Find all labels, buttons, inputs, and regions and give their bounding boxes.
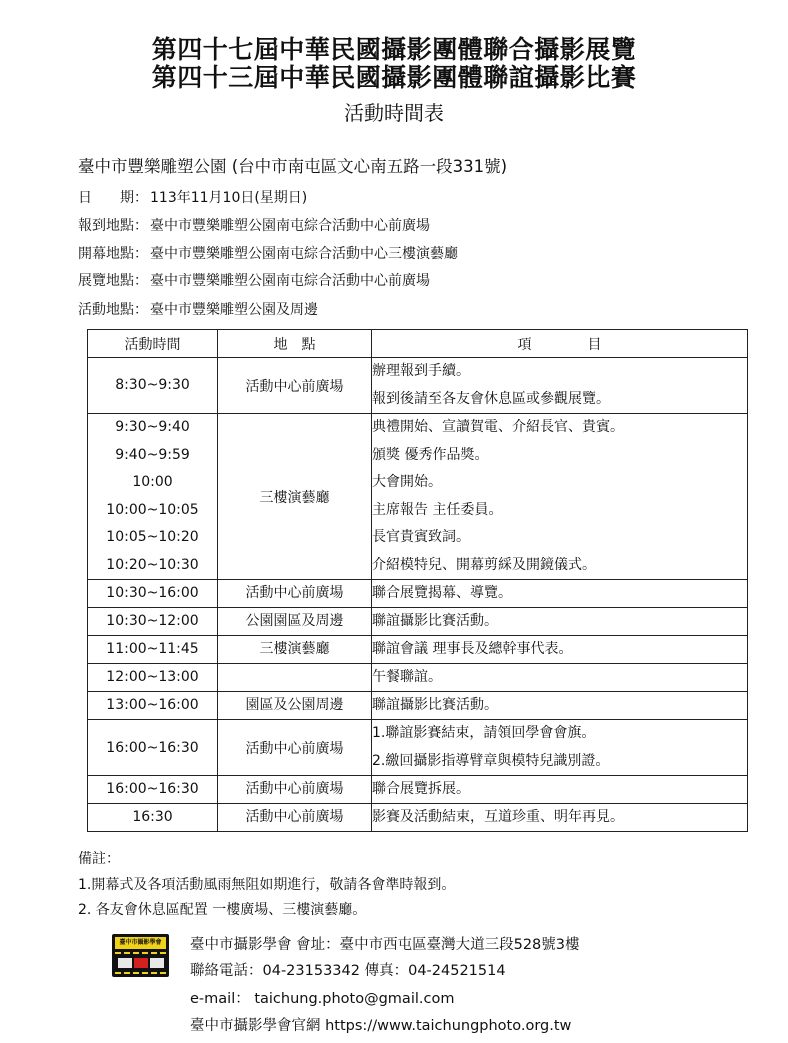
items-cell: 聯誼攝影比賽活動。: [372, 692, 748, 720]
contact-email[interactable]: e-mail： taichung.photo@gmail.com: [190, 991, 455, 1007]
time-text: 8:30~9:30: [115, 377, 190, 393]
location-cell: 公園園區及周邊: [218, 608, 372, 636]
time-text: 10:00: [132, 474, 173, 490]
table-header-row: [88, 330, 748, 358]
schedule-table: [87, 329, 748, 832]
item-text: 主席報告 主任委員。: [372, 501, 503, 518]
society-logo-icon: [112, 934, 169, 977]
location-cell: 活動中心前廣場: [218, 580, 372, 608]
info-label: 報到地點：: [78, 218, 148, 234]
time-text: 9:30~9:40: [115, 419, 190, 435]
location-cell: 活動中心前廣場: [218, 720, 372, 776]
info-label: 活動地點：: [78, 302, 148, 318]
location-cell: 活動中心前廣場: [218, 358, 372, 414]
location-cell: 園區及公園周邊: [218, 692, 372, 720]
table-row: [88, 776, 748, 804]
time-cell: 16:00~16:30: [88, 720, 218, 776]
info-label: 日 期：: [78, 190, 148, 206]
table-row: [88, 358, 748, 414]
time-cell: [88, 414, 218, 580]
film-frame: [134, 958, 148, 968]
item-text: 介紹模特兒、開幕剪綵及開鏡儀式。: [372, 556, 596, 573]
items-cell: 影賽及活動結束，互道珍重、明年再見。: [372, 804, 748, 832]
info-value: 臺中市豐樂雕塑公園及周邊: [150, 302, 318, 318]
items-cell: 午餐聯誼。: [372, 664, 748, 692]
time-text: 10:05~10:20: [106, 529, 199, 545]
table-row: [88, 720, 748, 776]
item-text: 1.聯誼影賽結束，請領回學會會旗。: [372, 725, 596, 741]
logo-text: 臺中市攝影學會: [115, 937, 166, 949]
contact-phone: 聯絡電話：04-23153342 傳真：04-24521514: [190, 963, 506, 979]
time-cell: 16:00~16:30: [88, 776, 218, 804]
time-text: 10:00~10:05: [106, 501, 199, 518]
item-text: 大會開始。: [372, 474, 442, 490]
item-text: 辦理報到手續。: [372, 363, 470, 379]
time-cell: 16:30: [88, 804, 218, 832]
subtitle: 活動時間表: [344, 101, 444, 125]
header-location: 地 點: [218, 330, 372, 358]
item-text: 頒獎 優秀作品獎。: [372, 446, 489, 463]
items-cell: 聯合展覽拆展。: [372, 776, 748, 804]
time-text: 9:40~9:59: [115, 446, 190, 463]
notes-heading: 備註：: [78, 851, 120, 867]
title-line-2: 第四十三屆中華民國攝影團體聯誼攝影比賽: [151, 63, 637, 92]
venue: 臺中市豐樂雕塑公園 (台中市南屯區文心南五路一段331號): [78, 157, 508, 176]
items-cell: [372, 358, 748, 414]
item-text: 長官貴賓致詞。: [372, 529, 470, 545]
film-strip-icon: [115, 952, 166, 974]
time-cell: 10:30~12:00: [88, 608, 218, 636]
table-row: [88, 414, 748, 580]
contact-website[interactable]: 臺中市攝影學會官網 https://www.taichungphoto.org.tw: [190, 1018, 572, 1034]
location-cell: 活動中心前廣場: [218, 804, 372, 832]
header-items: 項 目: [372, 330, 748, 358]
title-line-1: 第四十七屆中華民國攝影團體聯合攝影展覽: [151, 35, 637, 64]
time-cell: 12:00~13:00: [88, 664, 218, 692]
info-value: 臺中市豐樂雕塑公園南屯綜合活動中心前廣場: [150, 218, 430, 234]
time-cell: 13:00~16:00: [88, 692, 218, 720]
info-activity-location: [78, 301, 318, 319]
info-checkin-location: [78, 217, 430, 235]
item-text: 典禮開始、宣讀賀電、介紹長官、貴賓。: [372, 419, 624, 435]
table-row: [88, 804, 748, 832]
contact-address: 臺中市攝影學會 會址：臺中市西屯區臺灣大道三段528號3樓: [190, 937, 580, 953]
location-cell: [218, 664, 372, 692]
table-row: [88, 580, 748, 608]
note-item: 1.開幕式及各項活動風雨無阻如期進行，敬請各會準時報到。: [78, 877, 456, 893]
time-cell: 11:00~11:45: [88, 636, 218, 664]
location-cell: 三樓演藝廳: [218, 414, 372, 580]
film-frame: [118, 958, 132, 968]
time-cell: [88, 358, 218, 414]
film-frame: [150, 958, 164, 968]
items-cell: [372, 720, 748, 776]
items-cell: 聯誼會議 理事長及總幹事代表。: [372, 636, 748, 664]
info-value: 113年11月10日(星期日): [150, 190, 308, 206]
table-row: [88, 664, 748, 692]
items-cell: 聯合展覽揭幕、導覽。: [372, 580, 748, 608]
info-date: [78, 189, 307, 207]
info-value: 臺中市豐樂雕塑公園南屯綜合活動中心三樓演藝廳: [150, 246, 458, 262]
items-cell: 聯誼攝影比賽活動。: [372, 608, 748, 636]
table-row: [88, 608, 748, 636]
item-text: 2.繳回攝影指導臂章與模特兒識別證。: [372, 752, 610, 769]
time-cell: 10:30~16:00: [88, 580, 218, 608]
info-value: 臺中市豐樂雕塑公園南屯綜合活動中心前廣場: [150, 273, 430, 289]
items-cell: [372, 414, 748, 580]
info-label: 展覽地點：: [78, 273, 148, 289]
info-exhibition-location: [78, 272, 430, 290]
location-cell: 活動中心前廣場: [218, 776, 372, 804]
note-item: 2. 各友會休息區配置 一樓廣場、三樓演藝廳。: [78, 902, 367, 918]
item-text: 報到後請至各友會休息區或參觀展覽。: [372, 390, 610, 407]
header-time: 活動時間: [88, 330, 218, 358]
table-row: [88, 636, 748, 664]
table-row: [88, 692, 748, 720]
time-text: 10:20~10:30: [106, 556, 199, 573]
info-label: 開幕地點：: [78, 246, 148, 262]
location-cell: 三樓演藝廳: [218, 636, 372, 664]
info-opening-location: [78, 245, 458, 263]
